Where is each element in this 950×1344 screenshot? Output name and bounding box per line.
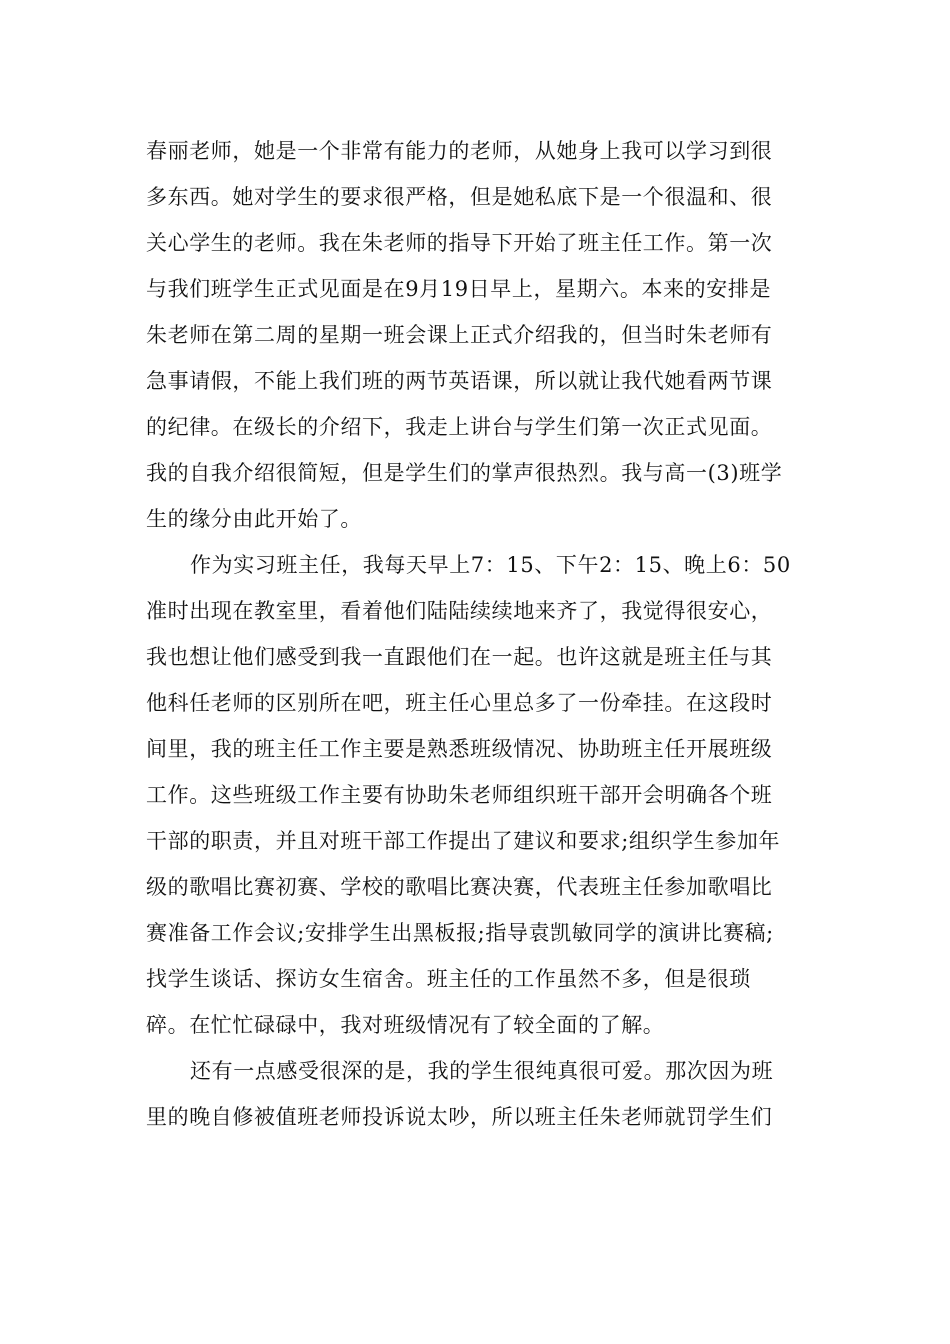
text-line: 干部的职责，并且对班干部工作提出了建议和要求;组织学生参加年	[146, 829, 781, 853]
text-line: 多东西。她对学生的要求很严格，但是她私底下是一个很温和、很	[146, 185, 773, 209]
text-line: 急事请假，不能上我们班的两节英语课，所以就让我代她看两节课	[146, 369, 773, 393]
text-line: 他科任老师的区别所在吧，班主任心里总多了一份牵挂。在这段时	[146, 691, 773, 715]
text-line: 碎。在忙忙碌碌中，我对班级情况有了较全面的了解。	[146, 1013, 665, 1037]
text-line: 找学生谈话、探访女生宿舍。班主任的工作虽然不多，但是很琐	[146, 967, 751, 991]
text-line: 赛准备工作会议;安排学生出黑板报;指导袁凯敏同学的演讲比赛稿;	[146, 921, 774, 945]
paragraph-2	[146, 542, 806, 1048]
text-line: 工作。这些班级工作主要有协助朱老师组织班干部开会明确各个班	[146, 783, 773, 807]
text-line: 我的自我介绍很简短，但是学生们的掌声很热烈。我与高一(3)班学	[146, 461, 783, 485]
text-line: 我也想让他们感受到我一直跟他们在一起。也许这就是班主任与其	[146, 645, 773, 669]
text-line: 里的晚自修被值班老师投诉说太吵，所以班主任朱老师就罚学生们	[146, 1105, 773, 1129]
paragraph-1	[146, 128, 806, 542]
document-body	[146, 128, 806, 1140]
text-line: 间里，我的班主任工作主要是熟悉班级情况、协助班主任开展班级	[146, 737, 773, 761]
text-line: 作为实习班主任，我每天早上7：15、下午2：15、晚上6：50	[190, 553, 791, 577]
text-line: 春丽老师，她是一个非常有能力的老师，从她身上我可以学习到很	[146, 139, 773, 163]
text-line: 还有一点感受很深的是，我的学生很纯真很可爱。那次因为班	[190, 1059, 774, 1083]
text-line: 与我们班学生正式见面是在9月19日早上，星期六。本来的安排是	[146, 277, 772, 301]
text-line: 的纪律。在级长的介绍下，我走上讲台与学生们第一次正式见面。	[146, 415, 773, 439]
paragraph-3	[146, 1048, 806, 1140]
text-line: 级的歌唱比赛初赛、学校的歌唱比赛决赛，代表班主任参加歌唱比	[146, 875, 773, 899]
text-line: 生的缘分由此开始了。	[146, 507, 362, 531]
text-line: 朱老师在第二周的星期一班会课上正式介绍我的，但当时朱老师有	[146, 323, 773, 347]
text-line: 关心学生的老师。我在朱老师的指导下开始了班主任工作。第一次	[146, 231, 773, 255]
text-line: 准时出现在教室里，看着他们陆陆续续地来齐了，我觉得很安心，	[146, 599, 773, 623]
